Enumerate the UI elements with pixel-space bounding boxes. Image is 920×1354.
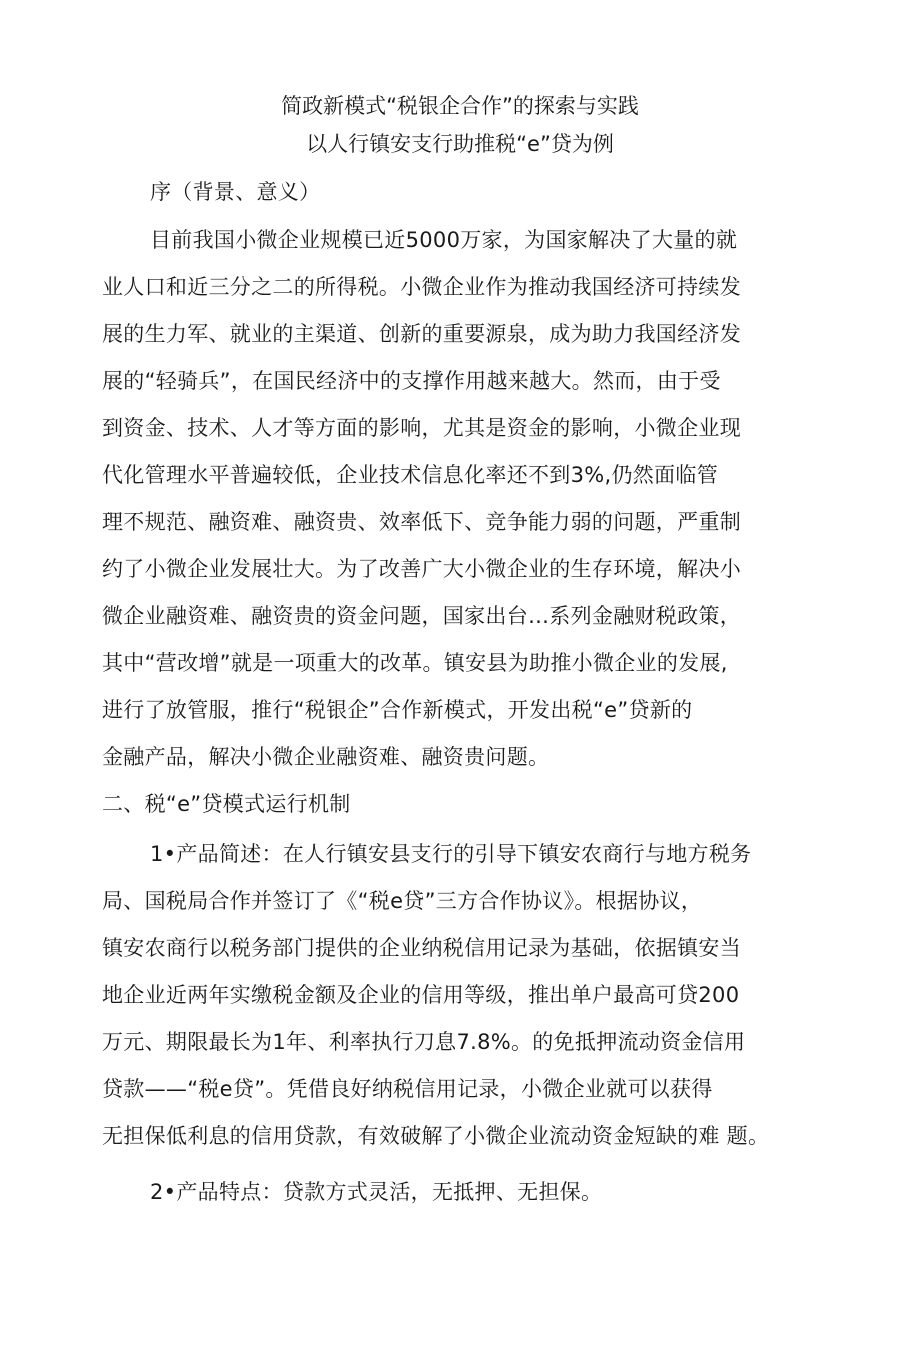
paragraph-line: 万元、期限最长为1年、利率执行刀息7.8%。的免抵押流动资金信用 xyxy=(102,1030,746,1054)
paragraph-line: 进行了放管服，推行“税银企”合作新模式，开发出税“e”贷新的 xyxy=(102,698,693,722)
paragraph-line: 展的生力军、就业的主渠道、创新的重要源泉，成为助力我国经济发 xyxy=(102,322,741,346)
paragraph-line: 到资金、技术、人才等方面的影响，尤其是资金的影响，小微企业现 xyxy=(102,416,741,440)
paragraph-line: 1•产品简述：在人行镇安县支行的引导下镇安农商行与地方税务 xyxy=(150,842,752,866)
paragraph-line: 贷款——“税e贷”。凭借良好纳税信用记录，小微企业就可以获得 xyxy=(102,1077,713,1101)
paragraph-line: 金融产品，解决小微企业融资难、融资贵问题。 xyxy=(102,745,550,769)
paragraph-line: 理不规范、融资难、融资贵、效率低下、竞争能力弱的问题，严重制 xyxy=(102,510,741,534)
paragraph-line: 无担保低利息的信用贷款，有效破解了小微企业流动资金短缺的难 题。 xyxy=(102,1124,770,1148)
paragraph-line: 微企业融资难、融资贵的资金问题，国家出台…系列金融财税政策， xyxy=(102,604,741,628)
preface-heading: 序（背景、意义） xyxy=(150,180,321,204)
paragraph-line: 局、国税局合作并签订了《“税e贷”三方合作协议》。根据协议， xyxy=(102,889,703,913)
section-heading: 二、税“e”贷模式运行机制 xyxy=(102,792,351,816)
paragraph-line: 展的“轻骑兵”，在国民经济中的支撑作用越来越大。然而，由于受 xyxy=(102,369,721,393)
document-subtitle: 以人行镇安支行助推税“e”贷为例 xyxy=(306,132,614,156)
paragraph-line: 约了小微企业发展壮大。为了改善广大小微企业的生存环境，解决小 xyxy=(102,557,741,581)
paragraph-line: 代化管理水平普遍较低，企业技术信息化率还不到3%,仍然面临管 xyxy=(102,463,718,487)
paragraph-line: 地企业近两年实缴税金额及企业的信用等级，推出单户最高可贷200 xyxy=(102,983,740,1007)
paragraph-line: 镇安农商行以税务部门提供的企业纳税信用记录为基础，依据镇安当 xyxy=(102,936,741,960)
paragraph-line: 业人口和近三分之二的所得税。小微企业作为推动我国经济可持续发 xyxy=(102,275,741,299)
product-features: 2•产品特点：贷款方式灵活，无抵押、无担保。 xyxy=(150,1180,603,1204)
paragraph-line: 其中“营改增”就是一项重大的改革。镇安县为助推小微企业的发展, xyxy=(102,651,728,675)
paragraph-line: 目前我国小微企业规模已近5000万家，为国家解决了大量的就 xyxy=(150,228,738,252)
document-title: 简政新模式“税银企合作”的探索与实践 xyxy=(281,94,639,118)
